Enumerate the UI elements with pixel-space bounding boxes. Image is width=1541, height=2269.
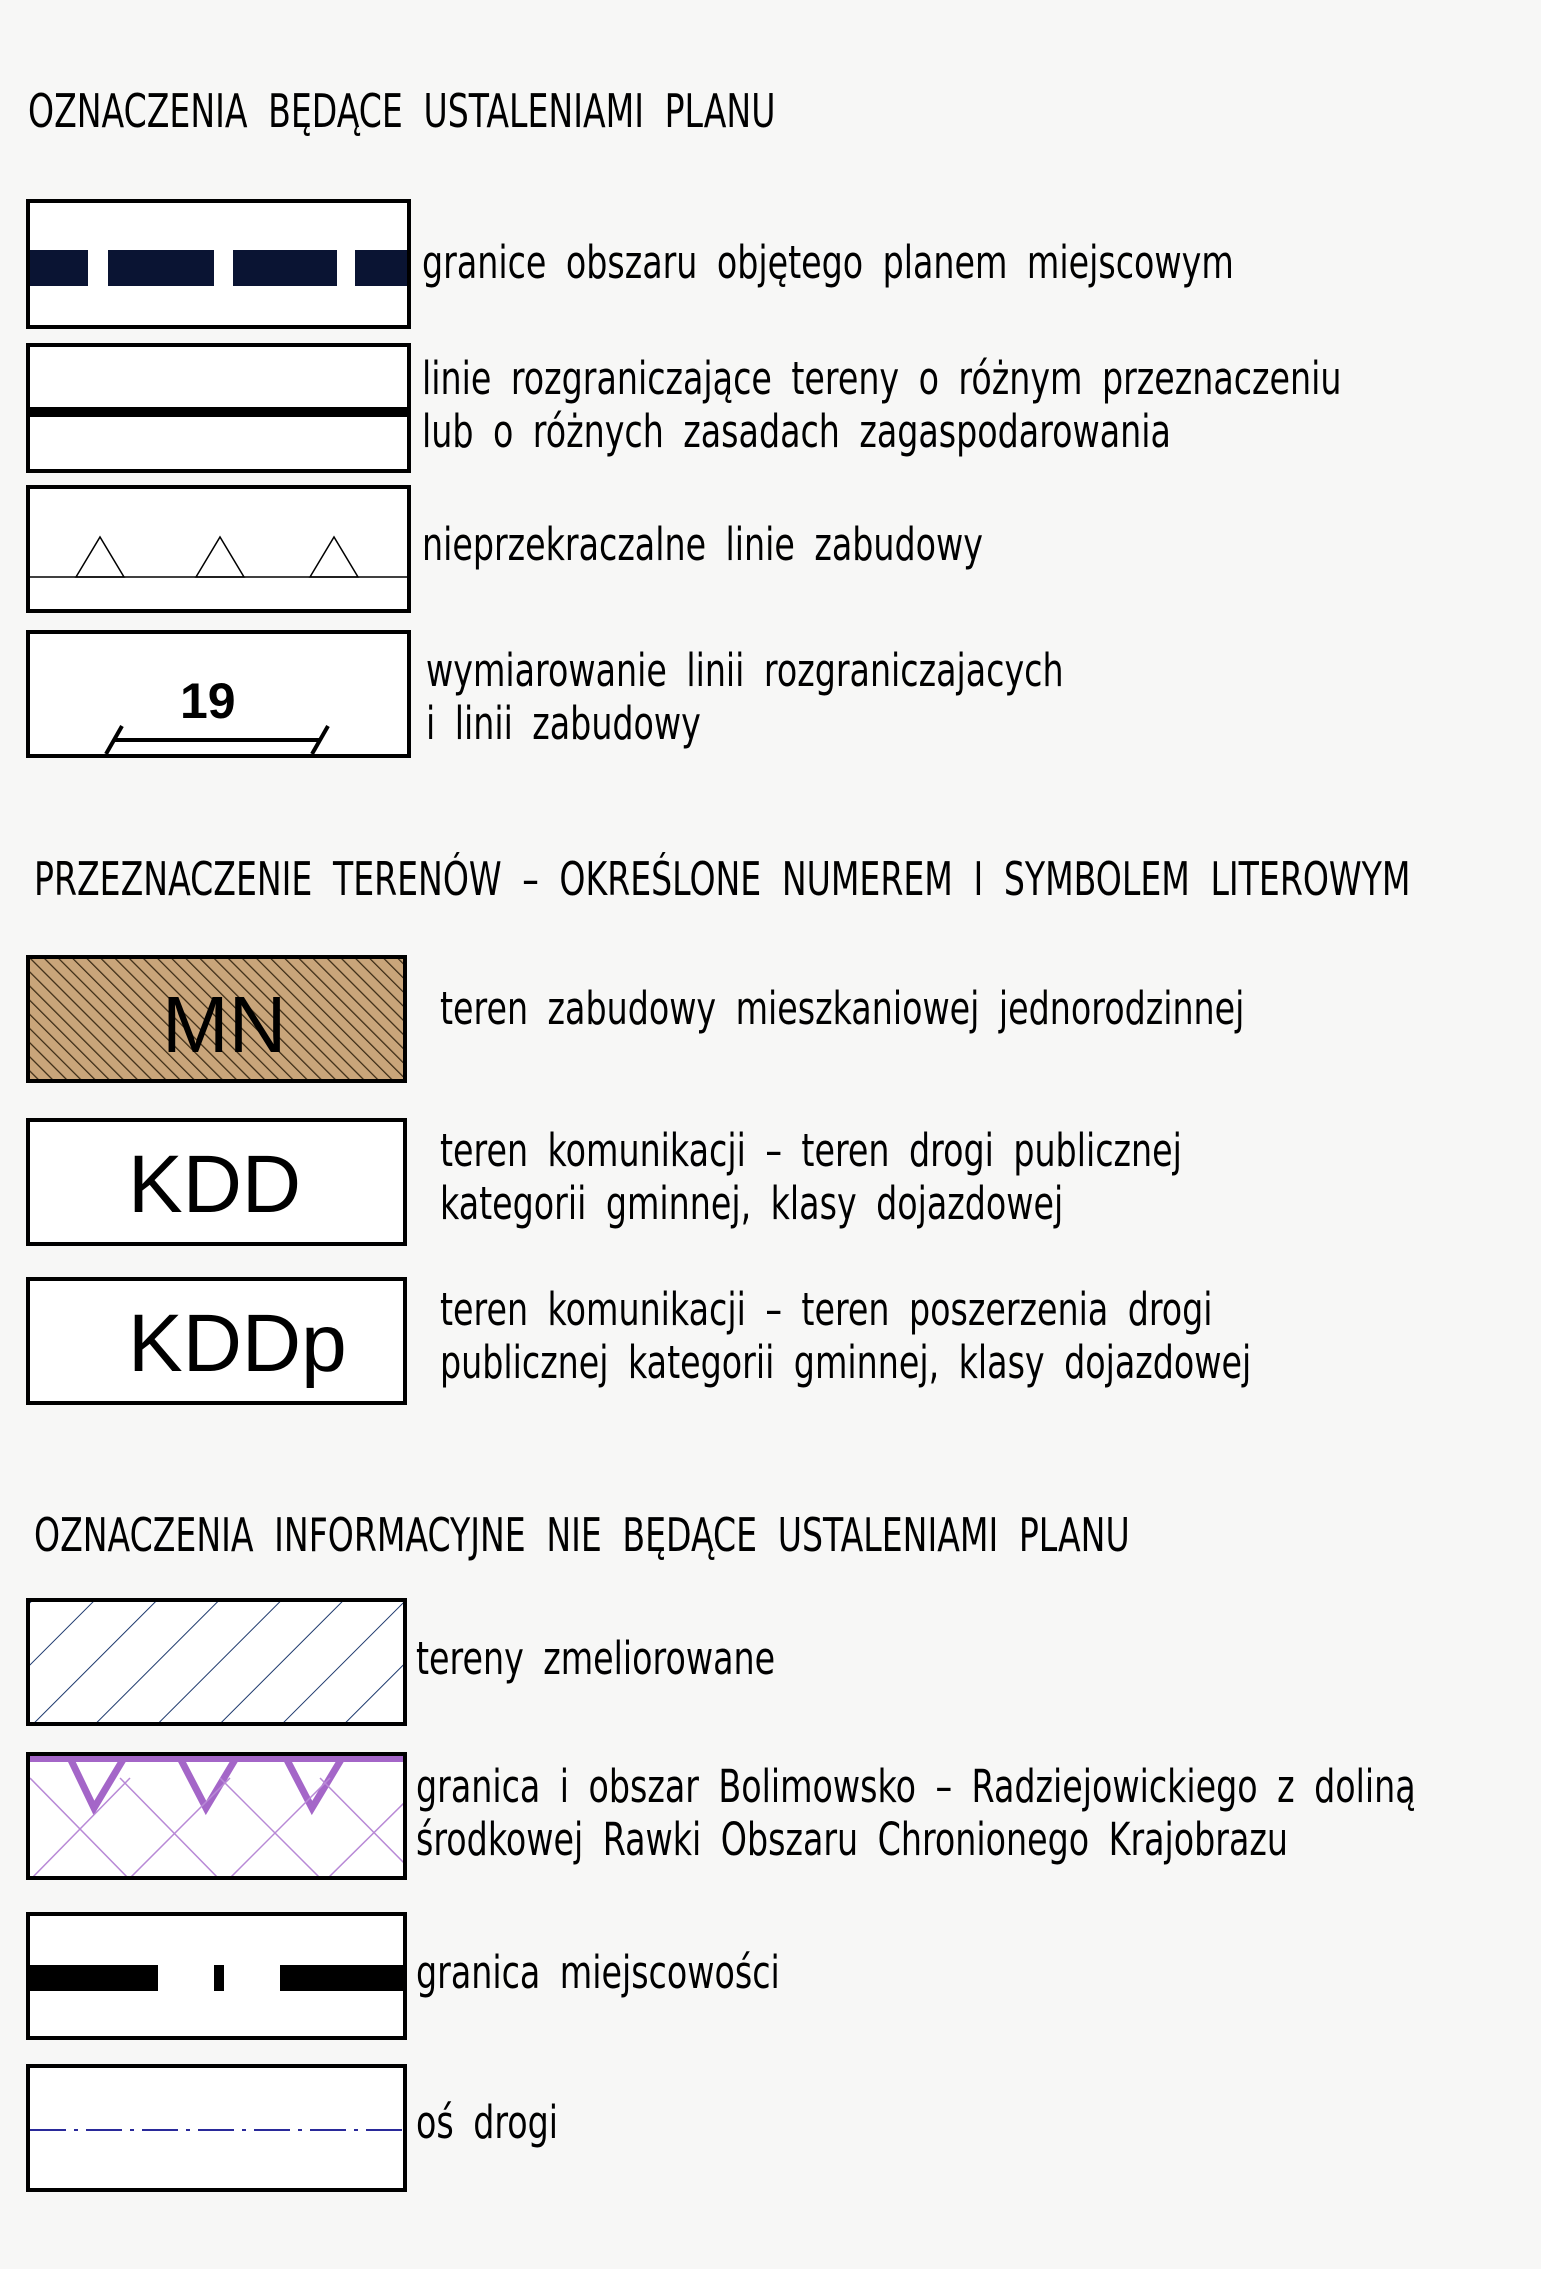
- symbol-drained-land: [26, 1598, 407, 1726]
- symbol-building-lines: [26, 485, 411, 613]
- symbol-locality-boundary: [26, 1912, 407, 2040]
- code-kddp: KDDp: [128, 1298, 347, 1389]
- purple-zigzag-icon: [30, 1756, 407, 1880]
- blue-hatch-icon: [30, 1602, 407, 1726]
- heading-informational: OZNACZENIA INFORMACYJNE NIE BĘDĄCE USTALENIAMI PLANU: [34, 1508, 1130, 1562]
- triangle-line-icon: [30, 489, 411, 613]
- symbol-demarcation-lines: [26, 343, 411, 473]
- label-building-lines: nieprzekraczalne linie zabudowy: [422, 518, 983, 571]
- label-mn: teren zabudowy mieszkaniowej jednorodzinnej: [440, 982, 1245, 1035]
- dashed-boundary-icon: [30, 203, 411, 329]
- code-mn: MN: [162, 980, 287, 1069]
- label-road-axis: oś drogi: [416, 2096, 559, 2149]
- label-demarcation-lines: linie rozgraniczające tereny o różnym przeznaczeniu lub o różnych zasadach zagaspodarowania: [422, 352, 1342, 458]
- dimension-value: 19: [180, 673, 236, 729]
- symbol-plan-boundary: [26, 199, 411, 329]
- label-drained-land: tereny zmeliorowane: [416, 1632, 776, 1685]
- heading-plan-designations: OZNACZENIA BĘDĄCE USTALENIAMI PLANU: [28, 84, 776, 138]
- label-locality-boundary: granica miejscowości: [416, 1946, 780, 1999]
- road-axis-icon: [30, 2068, 407, 2192]
- symbol-road-axis: [26, 2064, 407, 2192]
- label-kddp: teren komunikacji – teren poszerzenia drogi publicznej kategorii gminnej, klasy dojazdowej: [440, 1283, 1252, 1389]
- code-kdd: KDD: [128, 1139, 302, 1230]
- symbol-mn: [26, 955, 407, 1083]
- locality-boundary-icon: [30, 1916, 407, 2040]
- label-dimensioning: wymiarowanie linii rozgraniczajacych i linii zabudowy: [426, 644, 1064, 750]
- symbol-kddp: [26, 1277, 407, 1405]
- solid-line-icon: [30, 347, 411, 473]
- symbol-protected-landscape: [26, 1752, 407, 1880]
- symbol-kdd: [26, 1118, 407, 1246]
- heading-land-use: PRZEZNACZENIE TERENÓW – OKREŚLONE NUMEREM I SYMBOLEM LITEROWYM: [34, 852, 1411, 906]
- label-protected-landscape: granica i obszar Bolimowsko – Radziejowickiego z doliną środkowej Rawki Obszaru Chronionego Krajobrazu: [416, 1760, 1416, 1866]
- label-plan-boundary: granice obszaru objętego planem miejscowym: [422, 236, 1234, 289]
- label-kdd: teren komunikacji – teren drogi publicznej kategorii gminnej, klasy dojazdowej: [440, 1124, 1182, 1230]
- symbol-dimensioning: [26, 630, 411, 758]
